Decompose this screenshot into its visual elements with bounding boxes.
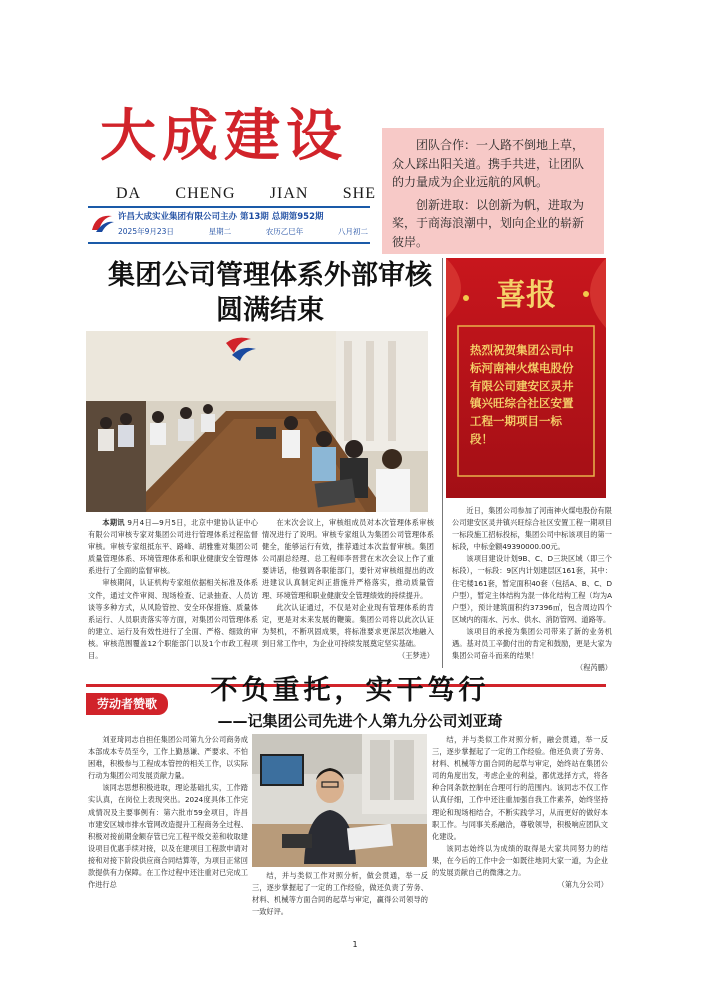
- issue-date: 2025年9月23日: [118, 227, 174, 236]
- issue-weekday: 星期二: [208, 227, 232, 236]
- masthead-pinyin: [116, 185, 376, 203]
- employee-photo: [252, 734, 427, 867]
- article2-column-2: [252, 870, 428, 918]
- article1-col2-p2: 此次认证通过，不仅是对企业现有管理体系的肯定，更是对未来发展的鞭策。集团公司将以此次认证为契机，不断巩固成果，将标准要求更深层次地融入到日常工作中，为企业可持续发展奠定坚实基础。: [262, 602, 434, 648]
- notice-p3: 该项目的承接为集团公司带来了新的业务机遇。基对员工辛勤付出的肯定和鼓励，更是大家为集团公司奋斗而来的结果！: [452, 626, 612, 661]
- issue-lunar-year: 农历乙巳年: [265, 227, 304, 236]
- notice-p2: 该项目建设计划9B、C、D三块区域（即三个标段），一标段：9区内计划建层区161套，其中：住宅楼161套，暂定面积40套（包括A、B、C、D户型），暂定主体结构为混一体化结构工程（均为A户型），预计建筑面积约37396㎡，包含周边四个区域内的雨水、污水、供水、消防管网、道路等。: [452, 554, 612, 624]
- notice-signature: （程芮鹏）: [576, 663, 612, 673]
- article2-column-3: [432, 734, 608, 891]
- pinyin-she: SHE: [342, 185, 376, 202]
- article2-column-1: [88, 734, 248, 891]
- article1-col2-p1: 在末次会议上，审核组成员对本次管理体系审核情况进行了说明。审核专家组认为集团公司管理体系健全，能够运行有效，推荐通过本次监督审核。集团公司副总经理、总工程师李晋营在末次会议上作了重要讲话，他强调各职能部门，要针对审核组提出的改进建议认真制定纠正措施并严格落实，推动质量管理、环境管理和职业健康安全管理绩效的持续提升。: [262, 518, 434, 600]
- page-number: 1: [352, 940, 358, 949]
- article2-headline: 不负重托，实干笃行: [210, 675, 490, 706]
- article2-col1-p1: 刘亚琦同志自担任集团公司第九分公司商务成本部成本专员至今，工作上勤恳谦、严要求、不怕困难，积极参与工程成本管控的相关工作，以实际行动为集团公司发展贡献力量。: [88, 735, 248, 781]
- notice-text: 热烈祝贺集团公司中标河南神火煤电股份有限公司建安区灵井镇兴旺综合社区安置工程一期项目一标段！: [470, 343, 574, 447]
- article1-column-1: [88, 517, 258, 662]
- masthead-title: 大成建设: [100, 103, 348, 169]
- pinyin-jian: JIAN: [269, 185, 309, 202]
- article1-lead: 本期讯: [102, 518, 125, 527]
- company-logo-icon: [90, 210, 116, 236]
- notice-article: [452, 505, 612, 674]
- issue-lunar-day: 八月初二: [337, 227, 368, 236]
- article1-col1-p1: 9月4日—9月5日，北京中建协认证中心有限公司审核专家对集团公司进行管理体系过程监督审核。审核专家组抵东平、路峰、胡雅雅对集团公司质量管理体系、环境管理体系和职业健康安全管理体系进行了全面的监督审核。: [88, 518, 258, 576]
- meeting-photo: [86, 331, 428, 512]
- article2-col3-p1: 结，并与类似工作对照分析，融会贯通，举一反三，逐步掌握起了一定的工作经验。他还负责了劳务、材料、机械等方面合同的起草与审定，始终站在集团公司的角度出发，考虑企业的利益，都优选择方式，将各种合同条款控制在合理可行的范围内。该同志不仅工作认真仔细，工作中还注重加强自我工作素养，始终坚持理论和现场相结合，不断实践学习，从而更好的做好本职工作。与同事关系融洽，尊敬领导，积极响应团队文化建设。: [432, 735, 608, 841]
- article1-col1-p2: 审核期间，认证机构专家组依据相关标准及体系文件，通过文件审阅、现场检查、记录抽查、人员访谈等多种方式，从风险管控、安全环保措施、质量体系运行、人员职责落实等方面，对集团公司管理体系的建立、运行及有效性进行了全面、严格、细致的审核。审核范围覆盖12个职能部门以及1个市政工程项目。: [88, 578, 258, 661]
- article2-col2-p1: 结，并与类似工作对照分析，做会贯通，举一反三，逐步掌握起了一定的工作经验，做还负责了劳务、材料、机械等方面合同的起草与审定，赢得公司领导的一致好评。: [252, 871, 428, 917]
- issue-date-line: [118, 226, 368, 237]
- slogan-teamwork: 团队合作：一人路不倒地上草，众人踩出阳关道。携手共进，让团队的力量成为企业远航的风帆。: [392, 138, 585, 190]
- pinyin-cheng: CHENG: [175, 185, 236, 202]
- article2-col3-p2: 该同志始终以为成绩的取得是大家共同努力的结果，在今后的工作中会一如既往地同大家一道，为企业的发展贡献自己的微薄之力。: [432, 843, 608, 878]
- article1-headline-line1: 集团公司管理体系外部审核: [108, 260, 432, 291]
- article1-column-2: [262, 517, 434, 662]
- notice-badge: 喜报: [496, 278, 556, 313]
- section-tag: 劳动者赞歌: [86, 693, 168, 715]
- slogan-innovation: 创新进取：以创新为帆，进取为桨，于商海浪潮中，划向企业的崭新彼岸。: [392, 197, 585, 249]
- sponsor-line: 许昌大成实业集团有限公司主办 第13期 总期第952期: [118, 212, 324, 222]
- notice-p1: 近日，集团公司参加了河南神火煤电股份有限公司建安区灵井镇兴旺综合社区安置工程一期项目一标段施工招标投标，集团公司中标该项目的第一标段，中标金额49390000.00元。: [452, 506, 612, 552]
- article2-signature: （第九分公司）: [557, 880, 608, 890]
- article1-signature: （王梦进）: [398, 651, 434, 661]
- article1-headline: [80, 258, 460, 328]
- article2-subheadline: ——记集团公司先进个人第九分公司刘亚琦: [217, 712, 503, 730]
- slogan-box: [382, 128, 604, 254]
- column-divider: [442, 258, 443, 668]
- pinyin-da: DA: [116, 185, 142, 202]
- article2-col1-p2: 该同志思想积极进取，理论基础扎实，工作踏实认真，在岗位上表现突出。2024度具体工作完成情况及主要事例有：第六批市59金项目，许昌市建安区城市排水管网改造提升工程商务全过程、积极对接前期金额存管已完工程平级交差和收取建设项目优惠手续对接，以及在建项目工程款申请对接和对接下阶段供应商合同结算等，为项目正常回款提供有力保障。在工作过程中还注重对已完成工作进行总: [88, 783, 248, 890]
- article1-headline-line2: 圆满结束: [216, 295, 324, 327]
- notice-poster: [446, 258, 606, 498]
